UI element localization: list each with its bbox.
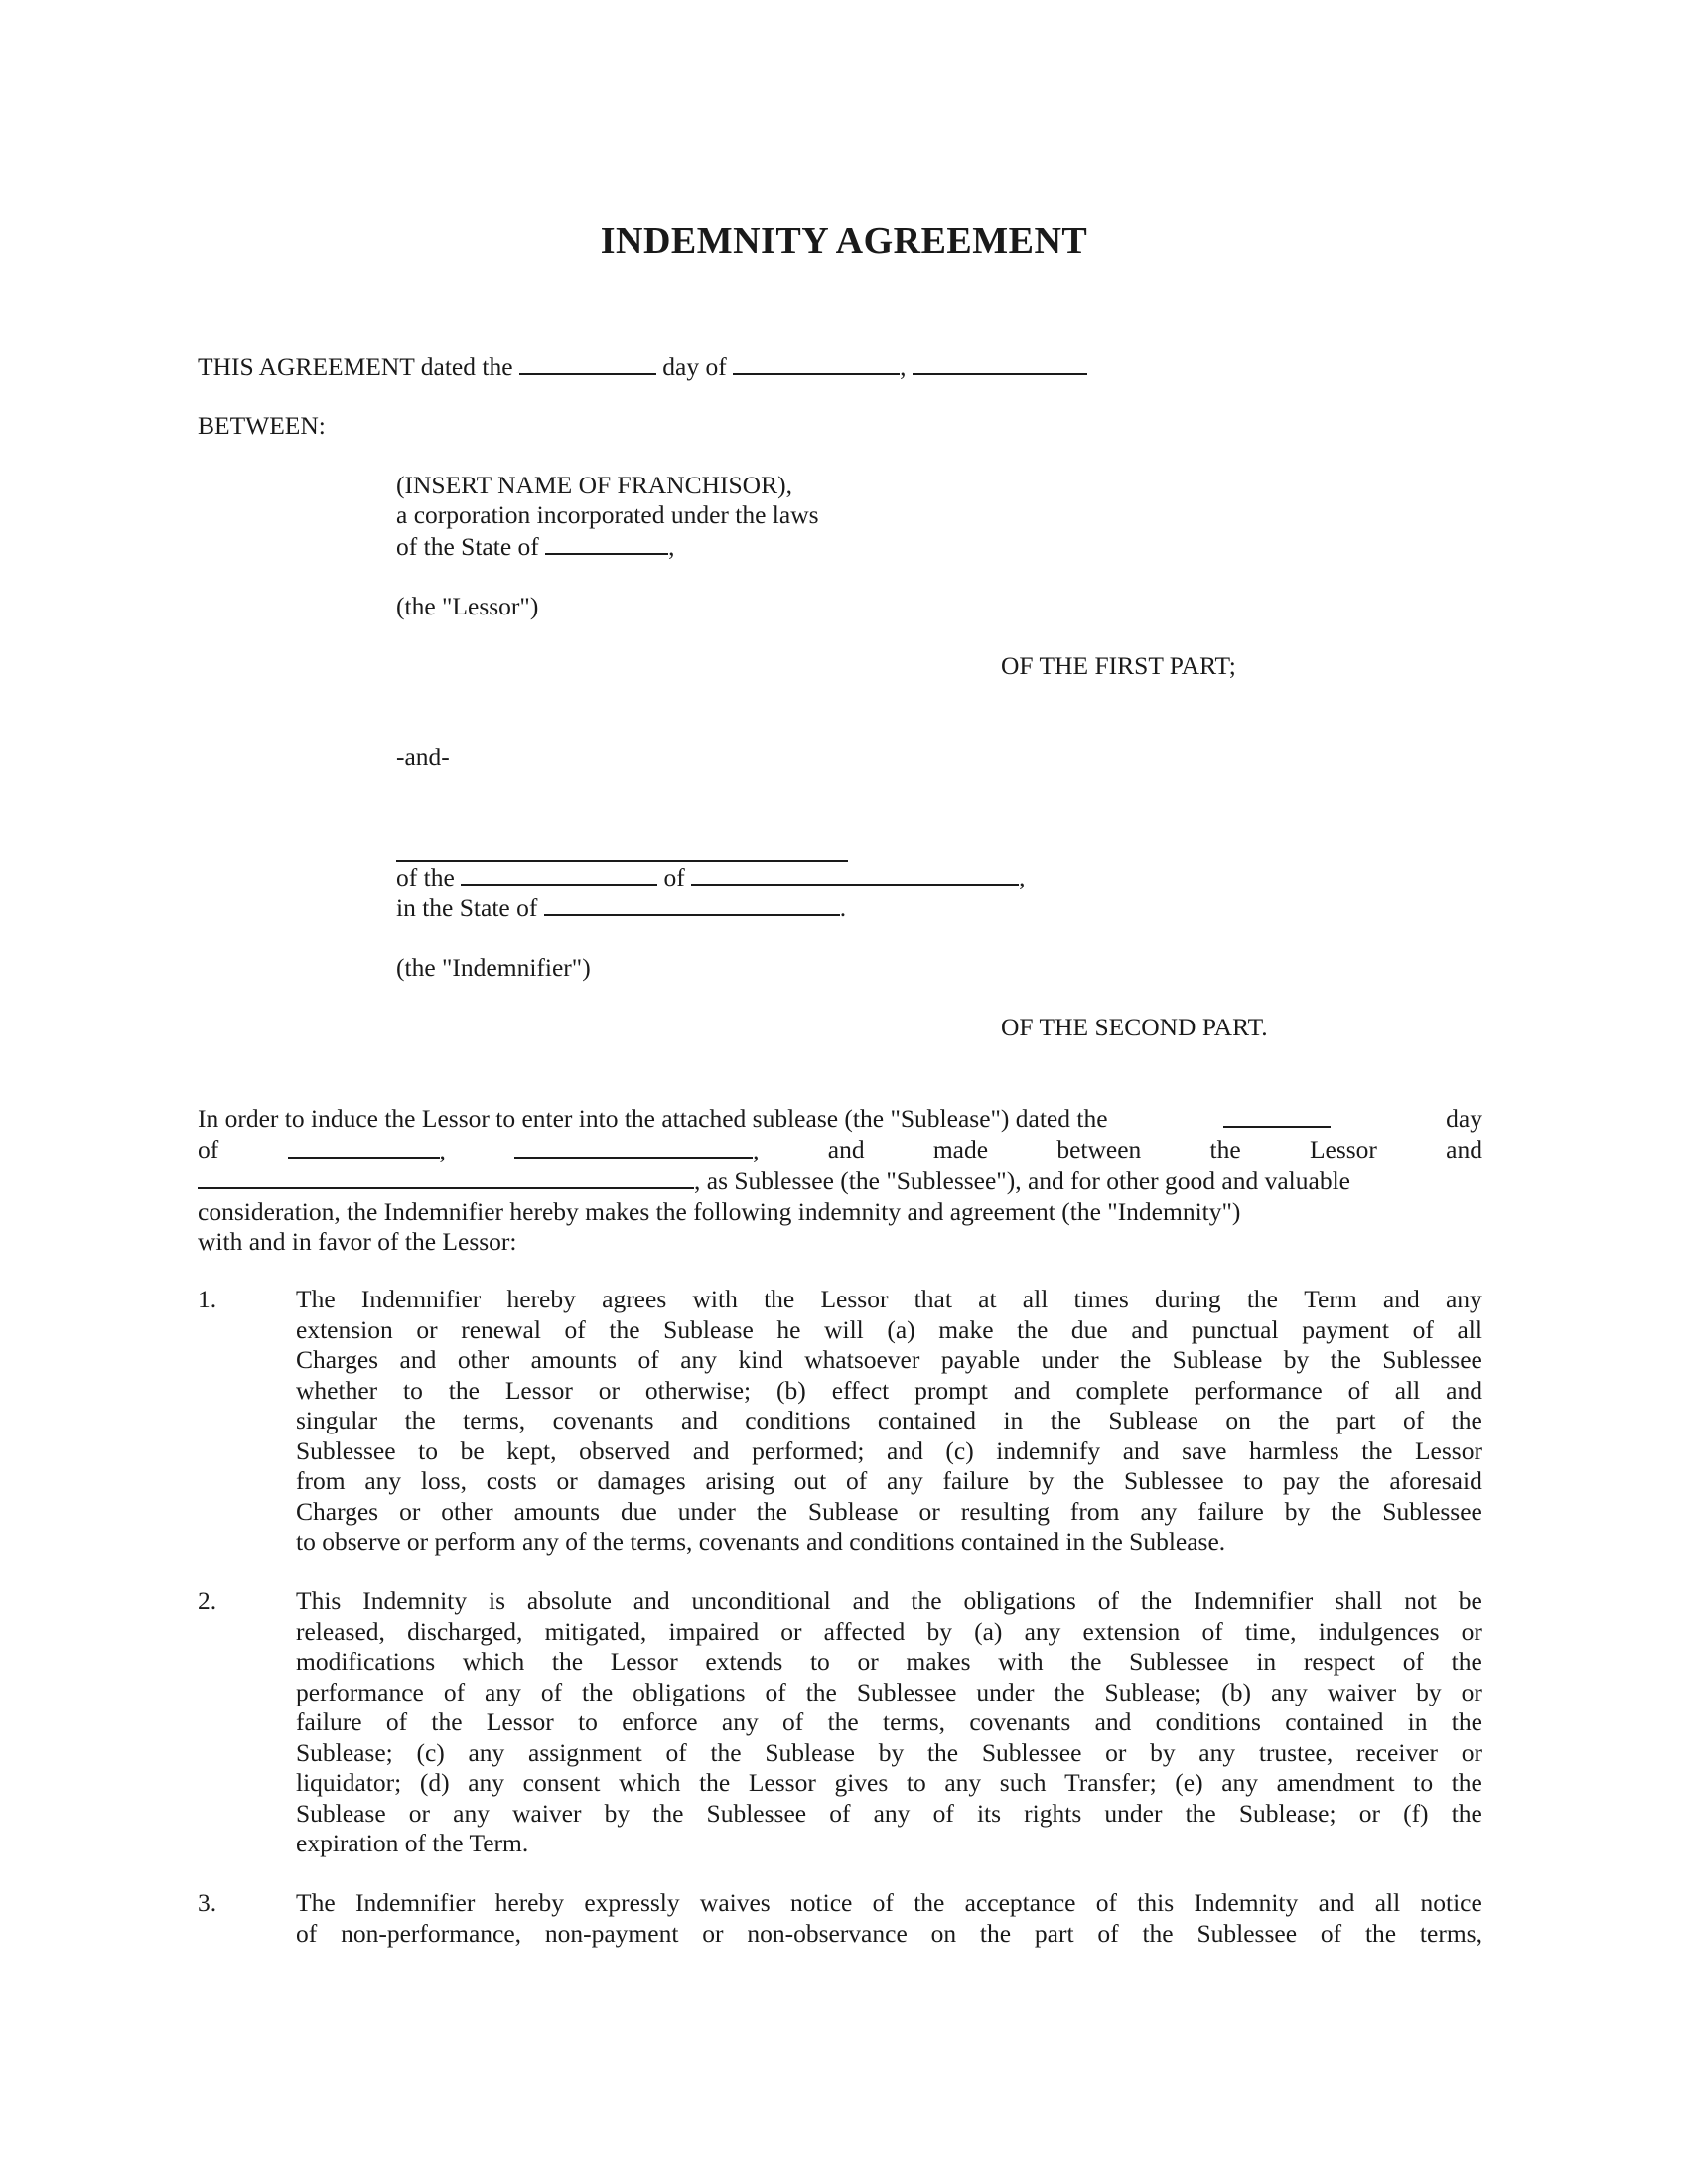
recital-line-1 — [198, 1104, 1482, 1135]
clause-line: Charges or other amounts due under the Sublease or resulting from any failure by the Sublessee — [296, 1496, 1482, 1526]
lessor-state-suffix: , — [668, 532, 675, 561]
indemnifier-of: of — [663, 863, 685, 891]
clause-line: to observe or perform any of the terms, covenants and conditions contained in the Sublease. — [296, 1527, 1226, 1556]
indemnifier-of-suffix: , — [1019, 863, 1026, 891]
recital-word: Lessor — [1309, 1134, 1377, 1163]
recital-word: the — [1209, 1134, 1241, 1163]
clause-line: The Indemnifier hereby agrees with the Lessor that at all times during the Term and any — [296, 1285, 1482, 1313]
indemnifier-city-blank[interactable] — [461, 862, 657, 886]
lessor-state-blank[interactable] — [545, 531, 668, 555]
clause-text — [296, 1285, 1482, 1558]
clause-line: Sublease; (c) any assignment of the Sublease by the Sublessee or by any trustee, receiver or — [296, 1737, 1482, 1767]
clause-line: of non-performance, non-payment or non-observance on the part of the Sublessee of the terms, — [296, 1918, 1482, 1948]
recital-line-4: consideration, the Indemnifier hereby makes the following indemnity and agreement (the "Indemnity") — [198, 1196, 1241, 1226]
date-line-prefix: THIS AGREEMENT dated the — [198, 352, 513, 381]
lessor-state-line — [396, 531, 675, 562]
month-blank[interactable] — [733, 351, 900, 375]
clause-line: released, discharged, mitigated, impaired or affected by (a) any extension of time, indulgences or — [296, 1616, 1482, 1646]
lessor-designation: (the "Lessor") — [396, 592, 539, 620]
sublessee-name-blank[interactable] — [198, 1165, 694, 1189]
clause-line: modifications which the Lessor extends to or makes with the Sublessee in respect of the — [296, 1647, 1482, 1676]
indemnifier-state-suffix: . — [839, 893, 847, 922]
clause-line: failure of the Lessor to enforce any of the terms, covenants and conditions contained in the — [296, 1707, 1482, 1736]
indemnifier-state-line — [396, 892, 846, 923]
recital-word: and — [827, 1134, 865, 1163]
recital-word: and — [1446, 1134, 1482, 1163]
indemnifier-address-line — [396, 862, 1026, 892]
recital-line-3 — [198, 1165, 1482, 1197]
clause-line: The Indemnifier hereby expressly waives notice of the acceptance of this Indemnity and all notice — [296, 1888, 1482, 1917]
clause-line: Sublease or any waiver by the Sublessee of any of its rights under the Sublease; or (f) the — [296, 1798, 1482, 1828]
day-blank[interactable] — [519, 351, 656, 375]
indemnifier-name-blank[interactable] — [396, 832, 848, 862]
clause-line: performance of any of the obligations of the Sublessee under the Sublease; (b) any waiver by or — [296, 1677, 1482, 1706]
recital-word: of — [198, 1134, 219, 1163]
document-title: INDEMNITY AGREEMENT — [600, 220, 1088, 262]
sublease-month-blank[interactable] — [288, 1135, 440, 1159]
clause-line: from any loss, costs or damages arising out of any failure by the Sublessee to pay the aforesaid — [296, 1466, 1482, 1495]
indemnifier-name-line — [396, 832, 848, 862]
recital-word: made — [932, 1134, 989, 1163]
recital-word: , — [753, 1135, 760, 1164]
recital-line-3-text: , as Sublessee (the "Sublessee"), and for other good and valuable — [694, 1166, 1350, 1195]
recital-line-1-end: day — [1446, 1104, 1482, 1133]
sublessee-group — [198, 1165, 1350, 1197]
date-line-day-of: day of — [662, 352, 727, 381]
first-part-label: OF THE FIRST PART; — [1001, 651, 1236, 680]
clause-number: 2. — [198, 1586, 217, 1615]
clause-number: 1. — [198, 1285, 217, 1313]
date-line-comma: , — [900, 352, 907, 381]
recital-paragraph — [198, 1104, 1482, 1258]
sublease-year-blank[interactable] — [514, 1135, 753, 1159]
indemnifier-of-the: of the — [396, 863, 455, 891]
sublease-month-group — [288, 1135, 446, 1166]
date-line — [198, 351, 1087, 382]
clause-line: extension or renewal of the Sublease he will (a) make the due and punctual payment of all — [296, 1314, 1482, 1344]
clause-line: Charges and other amounts of any kind whatsoever payable under the Sublease by the Sublessee — [296, 1345, 1482, 1374]
indemnifier-county-blank[interactable] — [691, 862, 1019, 886]
clause-text — [296, 1586, 1482, 1859]
recital-word: between — [1056, 1134, 1142, 1163]
clause-number: 3. — [198, 1888, 217, 1917]
clause-text — [296, 1888, 1482, 1949]
second-part-label: OF THE SECOND PART. — [1001, 1013, 1268, 1041]
recital-line-1-text: In order to induce the Lessor to enter into the attached sublease (the "Sublease") dated the — [198, 1104, 1108, 1133]
clause-line: whether to the Lessor or otherwise; (b) effect prompt and complete performance of all and — [296, 1375, 1482, 1405]
clause-line: singular the terms, covenants and conditions contained in the Sublease on the part of the — [296, 1406, 1482, 1434]
clause-line: liquidator; (d) any consent which the Lessor gives to any such Transfer; (e) any amendment to the — [296, 1768, 1482, 1797]
recital-line-2 — [198, 1135, 1482, 1166]
indemnifier-state-prefix: in the State of — [396, 893, 538, 922]
recital-line-5: with and in favor of the Lessor: — [198, 1227, 517, 1256]
indemnifier-state-blank[interactable] — [544, 892, 840, 916]
clause-line: This Indemnity is absolute and unconditional and the obligations of the Indemnifier shall not be — [296, 1586, 1482, 1615]
between-label: BETWEEN: — [198, 411, 326, 440]
clause-line: Sublessee to be kept, observed and performed; and (c) indemnify and save harmless the Lessor — [296, 1435, 1482, 1465]
and-label: -and- — [396, 743, 450, 771]
sublease-day-blank[interactable] — [1223, 1104, 1331, 1128]
lessor-state-prefix: of the State of — [396, 532, 539, 561]
clause-line: expiration of the Term. — [296, 1829, 529, 1857]
sublease-year-group — [514, 1135, 759, 1166]
lessor-name: (INSERT NAME OF FRANCHISOR), — [396, 471, 792, 499]
indemnifier-designation: (the "Indemnifier") — [396, 953, 591, 982]
year-blank[interactable] — [913, 351, 1087, 375]
recital-word: , — [439, 1135, 446, 1164]
lessor-incorporation: a corporation incorporated under the laws — [396, 500, 819, 529]
